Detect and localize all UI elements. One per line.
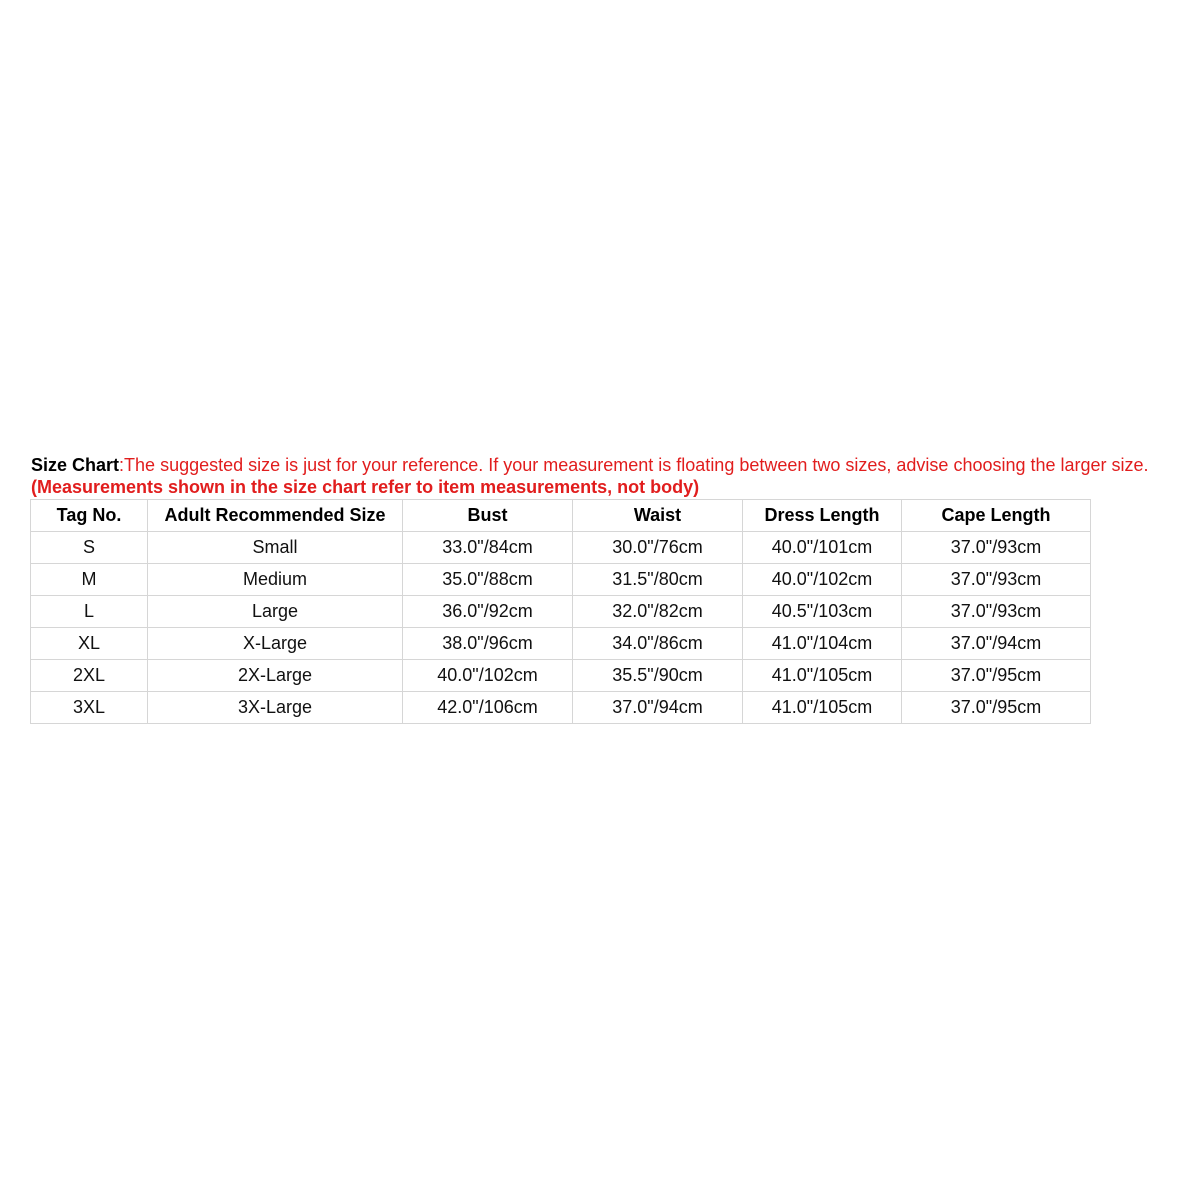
cell-bust: 38.0"/96cm — [403, 628, 573, 660]
cell-waist: 35.5"/90cm — [573, 660, 743, 692]
cell-bust: 33.0"/84cm — [403, 532, 573, 564]
size-chart-note-emphasis: (Measurements shown in the size chart refer to item measurements, not body) — [31, 477, 700, 497]
header-bust: Bust — [403, 500, 573, 532]
cell-dress-length: 41.0"/105cm — [743, 660, 902, 692]
cell-bust: 42.0"/106cm — [403, 692, 573, 724]
table-row — [31, 596, 1091, 628]
cell-waist: 30.0"/76cm — [573, 532, 743, 564]
cell-bust: 35.0"/88cm — [403, 564, 573, 596]
cell-dress-length: 40.0"/101cm — [743, 532, 902, 564]
table-row — [31, 692, 1091, 724]
cell-recommended-size: Small — [148, 532, 403, 564]
cell-dress-length: 41.0"/104cm — [743, 628, 902, 660]
cell-dress-length: 41.0"/105cm — [743, 692, 902, 724]
cell-waist: 37.0"/94cm — [573, 692, 743, 724]
cell-dress-length: 40.0"/102cm — [743, 564, 902, 596]
cell-recommended-size: 3X-Large — [148, 692, 403, 724]
cell-bust: 36.0"/92cm — [403, 596, 573, 628]
header-dress-length: Dress Length — [743, 500, 902, 532]
cell-dress-length: 40.5"/103cm — [743, 596, 902, 628]
cell-recommended-size: X-Large — [148, 628, 403, 660]
cell-cape-length: 37.0"/94cm — [902, 628, 1091, 660]
cell-bust: 40.0"/102cm — [403, 660, 573, 692]
size-chart-note — [31, 454, 1171, 498]
header-tag-no: Tag No. — [31, 500, 148, 532]
cell-tag-no: M — [31, 564, 148, 596]
size-chart-label-separator: : — [119, 455, 125, 475]
cell-recommended-size: Large — [148, 596, 403, 628]
table-row — [31, 628, 1091, 660]
cell-tag-no: XL — [31, 628, 148, 660]
cell-cape-length: 37.0"/93cm — [902, 564, 1091, 596]
cell-cape-length: 37.0"/93cm — [902, 532, 1091, 564]
header-adult-recommended-size: Adult Recommended Size — [148, 500, 403, 532]
cell-tag-no: S — [31, 532, 148, 564]
table-row — [31, 564, 1091, 596]
cell-waist: 31.5"/80cm — [573, 564, 743, 596]
cell-waist: 32.0"/82cm — [573, 596, 743, 628]
header-cape-length: Cape Length — [902, 500, 1091, 532]
cell-cape-length: 37.0"/95cm — [902, 692, 1091, 724]
cell-tag-no: 3XL — [31, 692, 148, 724]
cell-cape-length: 37.0"/93cm — [902, 596, 1091, 628]
cell-recommended-size: Medium — [148, 564, 403, 596]
cell-waist: 34.0"/86cm — [573, 628, 743, 660]
header-waist: Waist — [573, 500, 743, 532]
cell-recommended-size: 2X-Large — [148, 660, 403, 692]
table-row — [31, 660, 1091, 692]
table-header-row — [31, 500, 1091, 532]
size-chart-table — [30, 499, 1091, 724]
cell-cape-length: 37.0"/95cm — [902, 660, 1091, 692]
size-chart-note-text: The suggested size is just for your reference. If your measurement is floating between two sizes, advise choosing the larger size. — [124, 455, 1149, 475]
cell-tag-no: L — [31, 596, 148, 628]
table-row — [31, 532, 1091, 564]
cell-tag-no: 2XL — [31, 660, 148, 692]
size-chart-label: Size Chart — [31, 455, 120, 475]
